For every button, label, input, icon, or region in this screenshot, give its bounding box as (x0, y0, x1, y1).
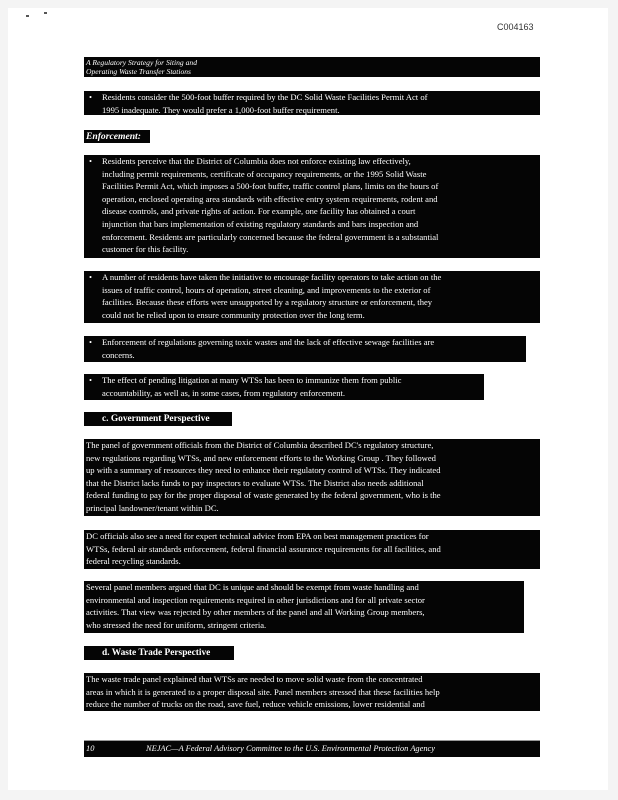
text-line: 1995 inadequate. They would prefer a 1,000-foot buffer requirement. (102, 104, 340, 115)
text-line: up with a summary of resources they need to enhance their regulatory control of WTSs. They indicated (86, 465, 441, 476)
text-line: enforcement. Residents are particularly concerned because the federal government is a substantial (102, 231, 439, 242)
page-number: 10 (86, 744, 95, 753)
text-line: concerns. (102, 349, 135, 360)
running-header-line: A Regulatory Strategy for Siting and (86, 58, 198, 67)
text-line: issues of traffic control, hours of operation, street cleaning, and improvements to the exterior of (102, 284, 431, 295)
running-header-line: Operating Waste Transfer Stations (86, 67, 191, 77)
text-line: Residents perceive that the District of Columbia does not enforce existing law effectively, (102, 156, 411, 166)
text-line: Residents consider the 500-foot buffer required by the DC Solid Waste Facilities Permit Act of (102, 92, 428, 102)
text-line: Several panel members argued that DC is unique and should be exempt from waste handling and (86, 582, 419, 592)
text-line: federal recycling standards. (86, 556, 181, 567)
bullet-glyph: • (89, 156, 93, 166)
text-line: reduce the number of trucks on the road, save fuel, reduce vehicle emissions, lower residential and (86, 699, 425, 710)
scan-speck (26, 15, 29, 17)
enforcement-bullet-4 (84, 374, 484, 400)
enforcement-bullet-3 (84, 336, 526, 362)
bullet-glyph: • (89, 272, 93, 282)
government-paragraph-2 (84, 530, 540, 569)
text-line: Enforcement of regulations governing toxic wastes and the lack of effective sewage facilities are (102, 337, 435, 347)
text-line: new regulations regarding WTSs, and new enforcement efforts to the Working Group . They followed (86, 452, 436, 463)
text-line: environmental and inspection requirements required in other jurisdictions and for all private sector (86, 594, 425, 605)
government-paragraph-3 (84, 581, 524, 633)
text-line: accountability, as well as, in some cases, from regulatory enforcement. (102, 387, 346, 398)
text-line: The panel of government officials from the District of Columbia described DC's regulatory structure, (86, 440, 434, 450)
text-line: including permit requirements, certificate of occupancy requirements, or the 1995 Solid Waste (102, 168, 427, 179)
document-id: C004163 (497, 22, 534, 32)
text-line: activities. That view was rejected by other members of the panel and all Working Group members, (86, 607, 425, 618)
scan-speck (44, 12, 47, 14)
waste-trade-heading: d. Waste Trade Perspective (84, 646, 234, 660)
text-line: injunction that bars implementation of existing regulatory standards and bars inspection and (102, 218, 419, 229)
enforcement-bullet-1 (84, 155, 540, 258)
text-line: who stressed the need for uniform, stringent criteria. (86, 619, 267, 630)
running-header (84, 57, 540, 77)
text-line: disease controls, and private rights of action. For example, one facility has obtained a court (102, 206, 416, 217)
waste-trade-paragraph (84, 673, 540, 711)
text-line: WTSs, federal air standards enforcement, federal financial assurance requirements for all facilities, and (86, 543, 441, 554)
bullet-glyph: • (89, 337, 93, 347)
text-line: customer for this facility. (102, 244, 189, 255)
text-line: DC officials also see a need for expert technical advice from EPA on best management practices for (86, 531, 429, 541)
page-footer (84, 741, 540, 757)
enforcement-bullet-2 (84, 271, 540, 323)
government-paragraph-1 (84, 439, 540, 516)
text-line: federal funding to pay for the proper disposal of waste generated by the federal government, who is the (86, 490, 441, 501)
text-line: could not be relied upon to ensure community protection over the long term. (102, 309, 365, 320)
text-line: that the District lacks funds to pay inspectors to evaluate WTSs. The District also needs additional (86, 477, 424, 488)
text-line: principal landowner/tenant within DC. (86, 502, 219, 513)
enforcement-heading: Enforcement: (84, 130, 150, 143)
bullet-glyph: • (89, 375, 93, 385)
footer-text: NEJAC—A Federal Advisory Committee to the U.S. Environmental Protection Agency (146, 744, 435, 753)
text-line: areas in which it is generated to a proper disposal site. Panel members stressed that these facilities help (86, 686, 440, 697)
text-line: A number of residents have taken the initiative to encourage facility operators to take action on the (102, 272, 442, 282)
buffer-bullet (84, 91, 540, 115)
bullet-glyph: • (89, 92, 93, 102)
text-line: facilities. Because these efforts were unsupported by a regulatory structure or enforcement, they (102, 297, 433, 308)
text-line: The waste trade panel explained that WTSs are needed to move solid waste from the concentrated (86, 674, 423, 684)
government-perspective-heading: c. Government Perspective (84, 412, 232, 426)
text-line: The effect of pending litigation at many WTSs has been to immunize them from public (102, 375, 402, 385)
text-line: operation, enclosed operating area standards with effective entry system requirements, rodent and (102, 193, 438, 204)
text-line: Facilities Permit Act, which imposes a 500-foot buffer, traffic control plans, limits on the hours of (102, 181, 439, 192)
